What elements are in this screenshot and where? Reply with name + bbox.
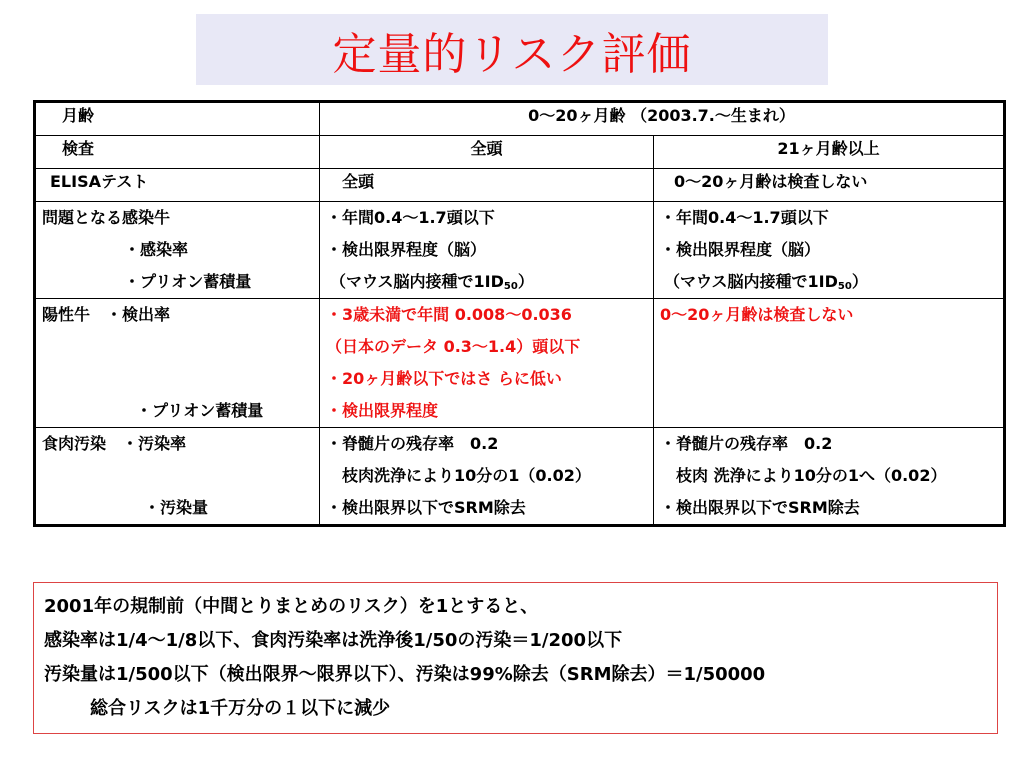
risk-table — [33, 100, 1006, 527]
meat-col1: ・脊髄片の残存率 0.2 枝肉洗浄により10分の1（0.02） ・検出限界以下でSRM除去 — [320, 428, 654, 526]
problem-col2: ・年間0.4～1.7頭以下 ・検出限界程度（脳） （マウス脳内接種で$1ID_{50}$） — [654, 202, 1005, 299]
table-row-age — [35, 102, 1005, 136]
row-label-positive: 陽性牛 ・検出率 ・プリオン蓄積量 — [35, 299, 320, 428]
row-label-elisa: ELISAテスト — [35, 169, 320, 202]
row-label-problem: 問題となる感染牛 ・感染率 ・プリオン蓄積量 — [35, 202, 320, 299]
summary-line: 感染率は1/4～1/8以下、食肉汚染率は洗浄後1/50の汚染＝1/200以下 — [44, 630, 623, 651]
slide-title: 定量的リスク評価 — [332, 28, 692, 80]
table-row-meat — [35, 428, 1005, 526]
age-range-cell: 0～20ヶ月齢 （2003.7.～生まれ） — [320, 102, 1005, 136]
summary-line: 汚染量は1/500以下（検出限界～限界以下）、汚染は99%除去（SRM除去）＝1/50000 — [44, 664, 766, 685]
row-label-test: 検査 — [35, 136, 320, 169]
row-label-meat: 食肉汚染 ・汚染率 ・汚染量 — [35, 428, 320, 526]
summary-conclusion: 総合リスクは1千万分の１以下に減少 — [90, 698, 391, 719]
meat-col2: ・脊髄片の残存率 0.2 枝肉 洗浄により10分の1へ（0.02） ・検出限界以下でSRM除去 — [654, 428, 1005, 526]
elisa-col1: 全頭 — [320, 169, 654, 202]
title-banner — [196, 14, 828, 85]
summary-box — [33, 582, 998, 734]
positive-col1: ・3歳未満で年間 0.008～0.036 （日本のデータ 0.3～1.4）頭以下 ・20ヶ月齢以下ではさ らに低い ・検出限界程度 — [320, 299, 654, 428]
table-row-elisa — [35, 169, 1005, 202]
summary-line: 2001年の規制前（中間とりまとめのリスク）を1とすると、 — [44, 596, 539, 617]
table-row-positive — [35, 299, 1005, 428]
row-label-age: 月齢 — [35, 102, 320, 136]
problem-col1: ・年間0.4～1.7頭以下 ・検出限界程度（脳） （マウス脳内接種で$1ID_{50}$） — [320, 202, 654, 299]
table-row-problem — [35, 202, 1005, 299]
test-col2: 21ヶ月齢以上 — [654, 136, 1005, 169]
test-col1: 全頭 — [320, 136, 654, 169]
elisa-col2: 0～20ヶ月齢は検査しない — [654, 169, 1005, 202]
table-row-test — [35, 136, 1005, 169]
positive-col2: 0～20ヶ月齢は検査しない — [654, 299, 1005, 428]
